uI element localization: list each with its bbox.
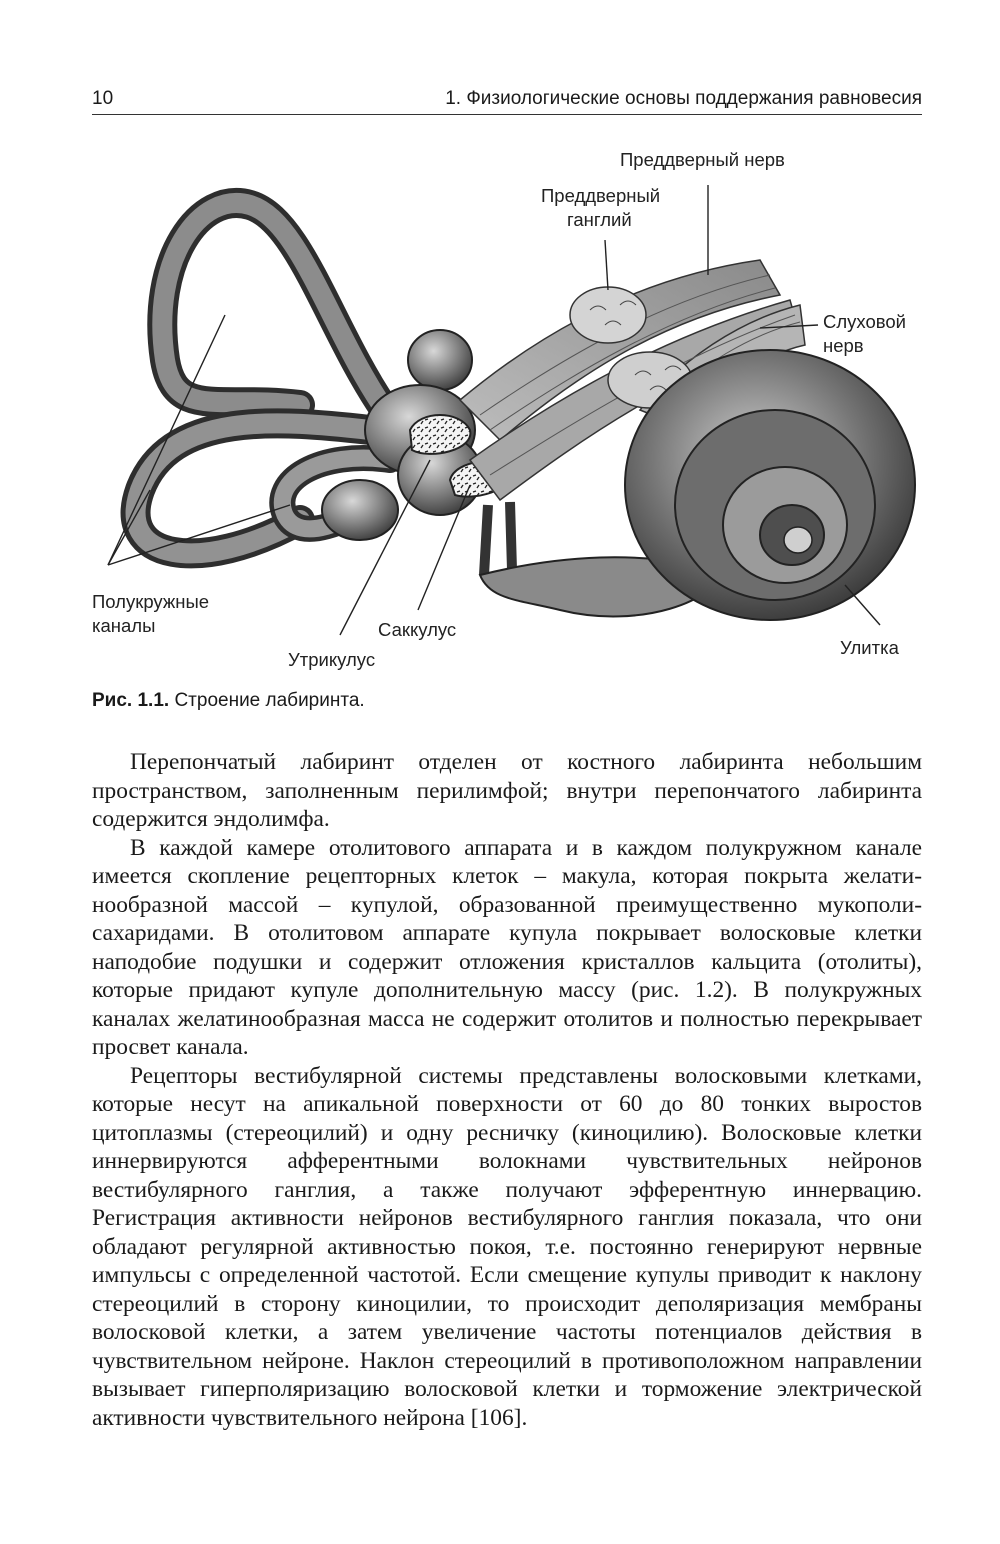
label-auditory-nerve-line2: нерв <box>823 335 864 356</box>
label-vestibular-nerve: Преддверный нерв <box>620 149 785 170</box>
page-number: 10 <box>92 88 114 109</box>
cochlea-shape <box>625 350 915 620</box>
paragraph: В каждой камере отолитового аппарата и в каждом полукружном канале имеется скопление рецепторных клеток – макула, которая покрыта желатинообразной массой – купулой, образованной преимущественно мукополисахаридами. В отолитовом аппарате купула покрывает волосковые клетки наподобие подушки и содержит отложения кристаллов кальцита (отолиты), которые придают купуле дополнительную массу (рис. 1.2). В полукружных каналах желатинообразная масса не содержит отолитов и полностью перекрывает просвет канала. <box>92 834 922 1060</box>
chapter-title: 1. Физиологические основы поддержания равновесия <box>445 88 922 109</box>
figure-caption-text: Строение лабиринта. <box>174 690 365 711</box>
label-saccule: Саккулус <box>378 619 457 640</box>
body-text <box>92 748 922 1432</box>
label-vestibular-ganglion-line1: Преддверный <box>541 185 661 206</box>
label-auditory-nerve-line1: Слуховой <box>823 311 906 332</box>
running-header <box>92 84 922 115</box>
label-semicircular-canals-line1: Полукружные <box>92 591 210 612</box>
labyrinth-figure <box>0 130 1000 690</box>
paragraph: Рецепторы вестибулярной системы представлены волосковыми клетками, которые несут на апикальной поверхности от 60 до 80 тонких выростов цитоплазмы (стереоцилий) и одну ресничку (киноцилию). Волосковые клетки иннервируются афферентными волокнами чувствительных нейронов вестибулярного ганглия, а также получают эфферентную иннервацию. Регистрация активности нейронов вестибулярного ганглия показала, что они обладают регулярной активностью покоя, т.е. постоянно генерируют нервные импульсы с определенной частотой. Если смещение купулы приводит к наклону стереоцилий в сторону киноцилии, то происходит деполяризация мембраны волосковой клетки, а затем увеличение частоты потенциалов действия в чувствительном нейроне. Наклон стереоцилий в противоположном направлении вызывает гиперполяризацию волосковой клетки и торможение электрической активности чувствительного нейрона [106]. <box>92 1062 922 1431</box>
label-utricle: Утрикулус <box>288 649 376 670</box>
label-semicircular-canals-line2: каналы <box>92 615 156 636</box>
label-vestibular-ganglion-line2: ганглий <box>567 209 632 230</box>
vestibular-ganglion <box>570 287 646 343</box>
figure-caption <box>92 690 365 712</box>
paragraph: Перепончатый лабиринт отделен от костного лабиринта небольшим пространством, заполненным перилимфой; внутри перепончатого лабиринта содержится эндолимфа. <box>92 749 922 832</box>
ampulla <box>322 480 398 540</box>
label-cochlea: Улитка <box>840 637 899 658</box>
figure-caption-label: Рис. 1.1. <box>92 690 170 711</box>
ampulla <box>408 330 472 390</box>
